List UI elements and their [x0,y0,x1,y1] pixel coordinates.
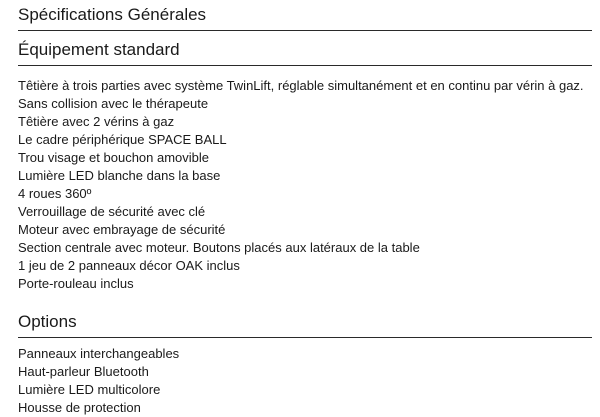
list-item: Section centrale avec moteur. Boutons placés aux latéraux de la table [18,240,420,255]
list-item: Têtière avec 2 vérins à gaz [18,114,175,129]
list-item: Lumière LED multicolore [18,382,161,397]
page-title: Spécifications Générales [18,4,592,31]
list-item: 1 jeu de 2 panneaux décor OAK inclus [18,258,240,273]
list-item: Le cadre périphérique SPACE BALL [18,132,227,147]
list-item: Verrouillage de sécurité avec clé [18,204,206,219]
standard-equipment-list [18,77,592,293]
list-item: Têtière à trois parties avec système TwinLift, réglable simultanément et en continu par vérin à gaz. Sans collision avec le thérapeute [18,78,584,111]
list-item: Haut-parleur Bluetooth [18,364,149,379]
list-item: Lumière LED blanche dans la base [18,168,221,183]
options-list [18,345,592,417]
list-item: Porte-rouleau inclus [18,276,134,291]
options-heading: Options [18,311,592,338]
list-item: Moteur avec embrayage de sécurité [18,222,226,237]
list-item: 4 roues 360º [18,186,92,201]
list-item: Housse de protection [18,400,141,415]
standard-equipment-heading: Équipement standard [18,39,592,66]
spec-page [18,0,592,417]
list-item: Trou visage et bouchon amovible [18,150,210,165]
list-item: Panneaux interchangeables [18,346,180,361]
